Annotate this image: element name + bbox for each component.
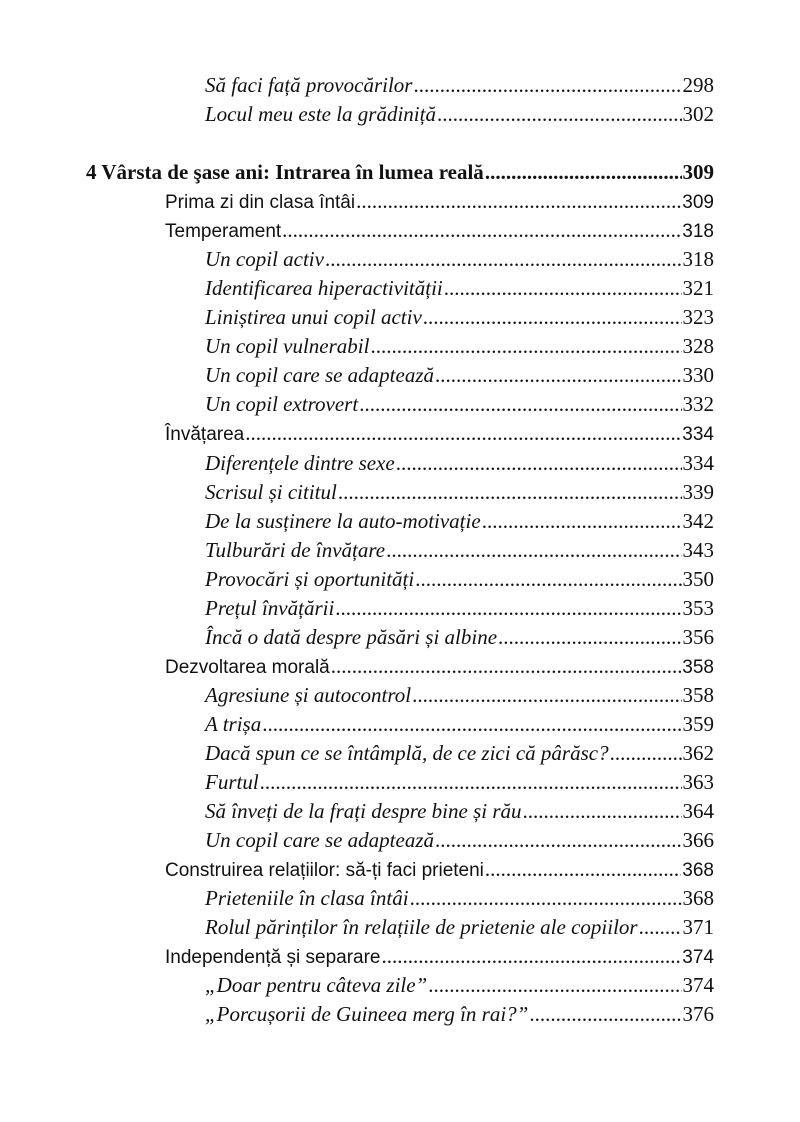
toc-page-number: 318: [682, 221, 714, 242]
toc-page-number: 321: [682, 276, 714, 300]
toc-subsection: [205, 389, 714, 419]
toc-entry-title: Agresiune și autocontrol: [205, 683, 412, 707]
toc-leader-dots: [529, 999, 681, 1029]
toc-entry-title: Un copil extrovert: [205, 392, 359, 416]
toc-entry-title: Să înveți de la frați despre bine și rău: [205, 799, 522, 823]
toc-leader-dots: [437, 99, 682, 129]
toc-page-number: 371: [682, 915, 714, 939]
toc-leader-dots: [245, 418, 681, 448]
toc-entry-title: Să faci față provocărilor: [205, 73, 413, 97]
toc-page-number: 342: [682, 509, 714, 533]
toc-page-number: 364: [682, 799, 714, 823]
toc-entry-title: „Porcușorii de Guineea merg în rai?”: [205, 1002, 529, 1026]
toc-leader-dots: [498, 622, 681, 652]
toc-leader-dots: [428, 970, 681, 1000]
toc-subsection: [205, 477, 714, 507]
toc-page-number: 334: [682, 424, 714, 445]
toc-subsection: [205, 738, 714, 768]
toc-page-number: 362: [682, 741, 714, 765]
toc-subsection: [205, 506, 714, 536]
toc-entry-title: 4 Vârsta de şase ani: Intrarea în lumea reală: [86, 160, 484, 184]
toc-entry-title: Locul meu este la grădiniță: [205, 102, 436, 126]
toc-leader-dots: [413, 70, 681, 100]
toc-leader-dots: [639, 912, 682, 942]
toc-leader-dots: [485, 854, 681, 884]
toc-page-number: 374: [682, 973, 714, 997]
toc-entry-title: Rolul părinților în relațiile de prietenie ale copiilor: [205, 915, 638, 939]
toc-entry-title: Scrisul și cititul: [205, 480, 337, 504]
toc-leader-dots: [262, 709, 681, 739]
toc-subsection: [205, 883, 714, 913]
toc-page-number: 358: [682, 683, 714, 707]
toc-subsection: [205, 244, 714, 274]
toc-entry-title: Liniștirea unui copil activ: [205, 305, 422, 329]
toc-page-number: 302: [682, 102, 714, 126]
toc-leader-dots: [396, 448, 682, 478]
toc-subsection: [205, 796, 714, 826]
toc-subsection: [205, 360, 714, 390]
toc-section: [165, 854, 714, 884]
toc-page-number: 334: [682, 451, 714, 475]
toc-entry-title: Dacă spun ce se întâmplă, de ce zici că pârăsc?: [205, 741, 609, 765]
toc-subsection: [205, 593, 714, 623]
toc-entry-title: Învățarea: [165, 424, 245, 445]
toc-leader-dots: [325, 244, 682, 274]
toc-page-number: 339: [682, 480, 714, 504]
toc-entry-title: Prima zi din clasa întâi: [165, 192, 356, 213]
toc-leader-dots: [260, 767, 682, 797]
toc-subsection: [205, 331, 714, 361]
toc-leader-dots: [435, 825, 681, 855]
toc-entry-title: Tulburări de învățare: [205, 538, 386, 562]
toc-subsection: [205, 273, 714, 303]
toc-leader-dots: [485, 157, 682, 187]
toc-entry-title: Diferențele dintre sexe: [205, 451, 395, 475]
toc-leader-dots: [370, 331, 681, 361]
toc-page-number: 374: [682, 947, 714, 968]
toc-section: [165, 186, 714, 216]
toc-leader-dots: [356, 186, 681, 216]
toc-entry-title: Temperament: [165, 221, 282, 242]
toc-chapter: [86, 157, 714, 187]
toc-section: [165, 215, 714, 245]
toc-subsection: [205, 912, 714, 942]
toc-section: [165, 418, 714, 448]
toc-page-number: 343: [682, 538, 714, 562]
toc-leader-dots: [338, 477, 682, 507]
toc-entry-title: Furtul: [205, 770, 259, 794]
toc-page-number: 368: [682, 860, 714, 881]
toc-leader-dots: [382, 941, 682, 971]
toc-entry-title: Provocări și oportunități: [205, 567, 415, 591]
toc-leader-dots: [331, 651, 682, 681]
toc-page-number: 298: [682, 73, 714, 97]
toc-leader-dots: [335, 593, 681, 623]
toc-leader-dots: [359, 389, 681, 419]
toc-page-number: 350: [682, 567, 714, 591]
toc-leader-dots: [610, 738, 682, 768]
toc-entry-title: Independență și separare: [165, 947, 381, 968]
toc-leader-dots: [282, 215, 681, 245]
toc-subsection: [205, 99, 714, 129]
toc-leader-dots: [415, 564, 681, 594]
toc-subsection: [205, 622, 714, 652]
toc-page-number: 328: [682, 334, 714, 358]
toc-entry-title: „Doar pentru câteva zile”: [205, 973, 428, 997]
toc-entry-title: Un copil vulnerabil: [205, 334, 370, 358]
toc-subsection: [205, 970, 714, 1000]
toc-page-number: 353: [682, 596, 714, 620]
toc-leader-dots: [386, 535, 681, 565]
toc-subsection: [205, 767, 714, 797]
toc-page-number: 309: [682, 192, 714, 213]
toc-leader-dots: [435, 360, 681, 390]
toc-page-number: 376: [682, 1002, 714, 1026]
toc-subsection: [205, 535, 714, 565]
toc-subsection: [205, 70, 714, 100]
toc-entry-title: A trișa: [205, 712, 262, 736]
toc-subsection: [205, 302, 714, 332]
toc-entry-title: Încă o dată despre păsări și albine: [205, 625, 498, 649]
toc-entry-title: Un copil care se adaptează: [205, 828, 435, 852]
toc-page-number: 363: [682, 770, 714, 794]
toc-page-number: 368: [682, 886, 714, 910]
toc-leader-dots: [423, 302, 682, 332]
toc-leader-dots: [412, 680, 681, 710]
toc-entry-title: De la susținere la auto-motivație: [205, 509, 481, 533]
toc-page-number: 356: [682, 625, 714, 649]
toc-subsection: [205, 709, 714, 739]
toc-page-number: 330: [682, 363, 714, 387]
toc-page-number: 309: [682, 160, 714, 184]
toc-entry-title: Prețul învățării: [205, 596, 335, 620]
toc-section: [165, 651, 714, 681]
toc-entry-title: Un copil care se adaptează: [205, 363, 435, 387]
toc-leader-dots: [482, 506, 682, 536]
toc-subsection: [205, 999, 714, 1029]
toc-subsection: [205, 564, 714, 594]
toc-entry-title: Un copil activ: [205, 247, 324, 271]
toc-page-number: 332: [682, 392, 714, 416]
toc-entry-title: Identificarea hiperactivității: [205, 276, 443, 300]
toc-page-number: 359: [682, 712, 714, 736]
toc-page-number: 358: [682, 657, 714, 678]
toc-subsection: [205, 680, 714, 710]
toc-subsection: [205, 825, 714, 855]
toc-page-number: 318: [682, 247, 714, 271]
toc-subsection: [205, 448, 714, 478]
toc-entry-title: Dezvoltarea morală: [165, 657, 330, 678]
toc-entry-title: Prieteniile în clasa întâi: [205, 886, 409, 910]
toc-leader-dots: [410, 883, 682, 913]
toc-page-number: 323: [682, 305, 714, 329]
toc-leader-dots: [444, 273, 682, 303]
toc-page-number: 366: [682, 828, 714, 852]
toc-leader-dots: [523, 796, 682, 826]
toc-section: [165, 941, 714, 971]
toc-entry-title: Construirea relațiilor: să-ți faci prieteni: [165, 860, 484, 881]
